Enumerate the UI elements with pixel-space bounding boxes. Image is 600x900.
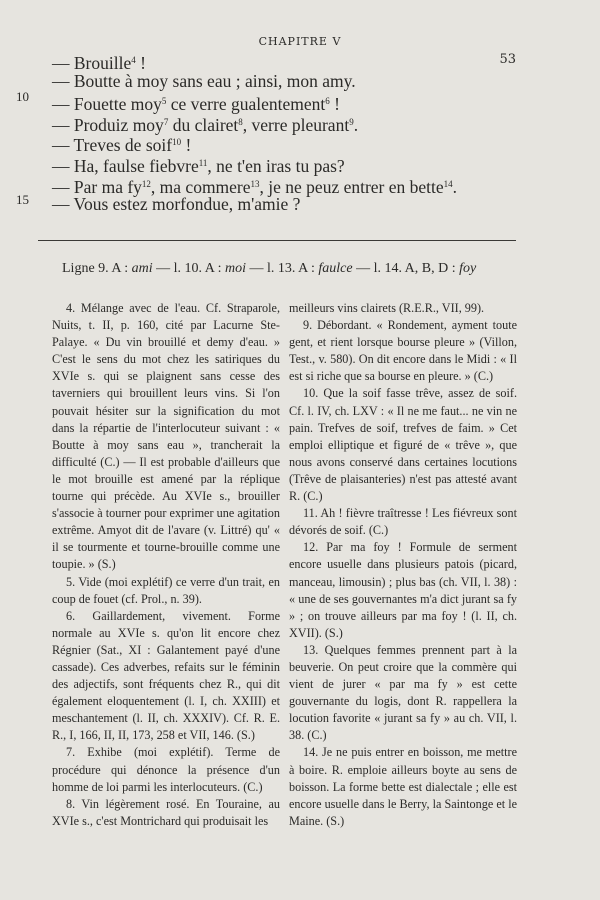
verse-line: — Produiz moy$^7$ du clairet$^8$, verre pleurant$^9$. [52, 114, 359, 135]
footnote: 11. Ah ! fièvre traîtresse ! Les fiévreux sont dévorés de soif. (C.) [289, 506, 517, 538]
line-number-10: 10 [16, 89, 29, 104]
separator-rule [38, 240, 516, 241]
footnote: 9. Débordant. « Rondement, ayment toute gent, et rient lorsque bourse pleure » (Villon, Test., v. 580). On dit encore dans le Midi : « Il est si riche que sa bourse en pleure. » (C.) [289, 318, 517, 384]
verse-line: — Brouille$^4$ ! [52, 53, 146, 73]
notes-column-right [289, 300, 517, 830]
verse-line: — Ha, faulse fiebvre$^{11}$, ne t'en iras tu pas? [52, 155, 345, 176]
notes-column-left [52, 300, 280, 830]
footnote: 14. Je ne puis entrer en boisson, me mettre à boire. R. emploie ailleurs boyte au sens de boisson. La forme bette est dialectale ; elle est encore usuelle dans le Berry, la Saintonge et le Maine. (S.) [289, 745, 517, 828]
verse-block [52, 50, 522, 215]
verse-line: — Fouette moy$^5$ ce verre gualentement$^6$ ! [52, 94, 340, 115]
footnote: 8. Vin légèrement rosé. En Touraine, au XVIe s., c'est Montrichard qui produisait les [52, 796, 280, 828]
verse-line: — Par ma $fy^{12}$, ma commere$^{13}$, je ne peuz entrer en bette$^{14}$. [52, 176, 458, 197]
variant-readings: Ligne 9. A : ami — l. 10. A : moi — l. 13. A : faulce — l. 14. A, B, D : foy [62, 261, 477, 276]
footnote: 10. Que la soif fasse trêve, assez de soif. Cf. l. IV, ch. LXV : « Il ne me faut... ne vin ne pain. Trefves de soif, trefves de faim. » Cet emploi elliptique et figuré de « trêve », que nous avons conservé dans certaines locutions (Trêve de plaisanteries) n'est pas attesté avant R. (C.) [289, 386, 517, 504]
footnote: 5. Vide (moi explétif) ce verre d'un trait, en coup de fouet (cf. Prol., n. 39). [52, 574, 280, 606]
line-number-15: 15 [16, 192, 29, 207]
page-number: 53 [499, 52, 516, 67]
verse-line: — Boutte à moy sans eau ; ainsi, mon amy. [52, 70, 356, 91]
footnote: 7. Exhibe (moi explétif). Terme de procédure qui dénonce la présence d'un homme de loi parmi les interlocuteurs. (C.) [52, 745, 280, 794]
running-head: CHAPITRE V [258, 35, 342, 48]
footnote: 4. Mélange avec de l'eau. Cf. Straparole, Nuits, t. II, p. 160, cité par Lacurne Ste-Palaye. « Du vin brouillé et demy d'eau. » C'est le sens du mot chez les satiriques du XVIe s. qui se plaignent sans cesse des taverniers qui brouillent leurs vins. Si l'on pouvait hésiter sur la signification du mot dans la répartie de l'interlocuteur suivant : « Boutte à moy sans eau », trancherait la difficulté (C.) — Il est probable d'ailleurs que le mot brouille est amené par la réplique tourne qui précède. Au XVIe s., brouiller s'associe à tourner pour exprimer une agitation extrême. Amyot dit de l'avare (v. Littré) qu' « il se tourmente et tourne-brouille comme une toupie. » (S.) [52, 301, 280, 572]
footnote: meilleurs vins clairets (R.E.R., VII, 99). [289, 301, 485, 315]
footnote: 12. Par ma foy ! Formule de serment encore usuelle dans plusieurs patois (picard, manceau, limousin) ; plus bas (ch. VII, l. 38) : « une de ses gouvernantes m'a dict jurant sa fy » ; on trouve ailleurs par ma foy ! (l. II, ch. XVII). (S.) [289, 540, 517, 640]
footnote: 13. Quelques femmes prennent part à la beuverie. On peut croire que la commère qui vient de jurer « par ma fy » est cette gouvernante du logis, dont R. rappellera la locution favorite « jurant sa fy » au ch. VII, l. 38. (C.) [289, 642, 517, 743]
verse-line: — Treves de soif$^{10}$ ! [52, 135, 192, 156]
verse-line: — Vous estez morfondue, m'amie ? [52, 194, 301, 215]
footnote: 6. Gaillardement, vivement. Forme normale au XVIe s. qu'on lit encore chez Régnier (Sat., XI : Galantement payé d'une cassade). Ces adverbes, refaits sur le féminin des adjectifs, sont fréquents chez R., qui dit également eloquentement (l. I, ch. XXIII) et meschantement (l. II, ch. XXXIV). Cf. R. E. R., I, 166, II, II, 173, 258 et VII, 146. (S.) [52, 608, 280, 743]
